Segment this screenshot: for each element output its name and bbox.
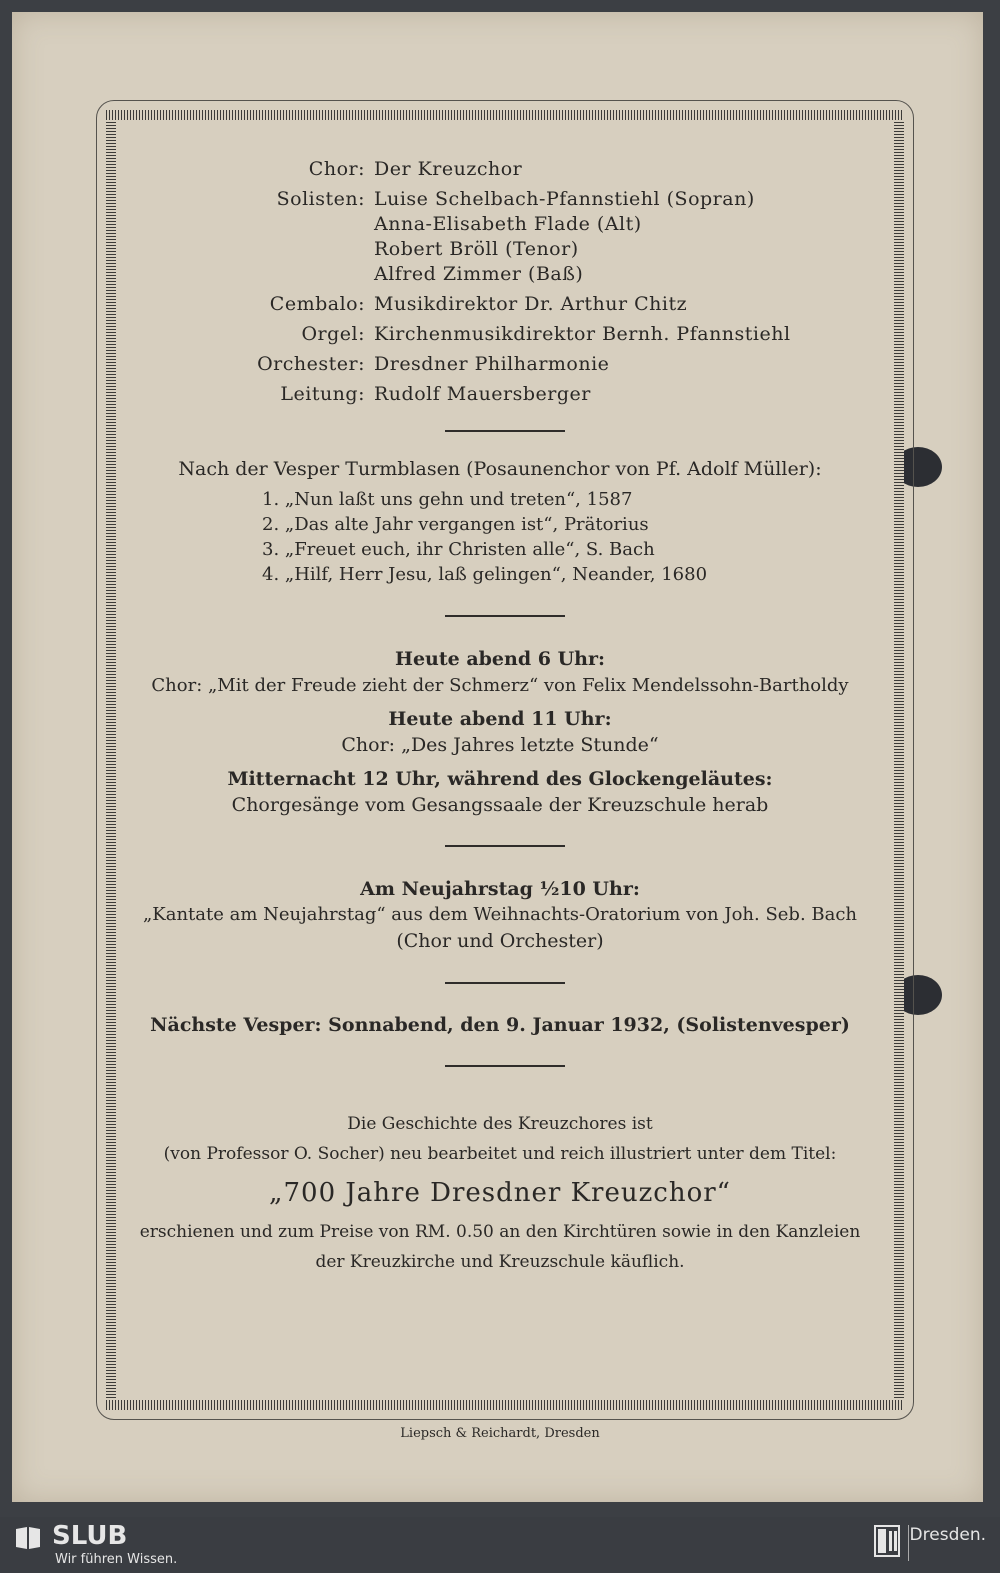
history-line: der Kreuzkirche und Kreuzschule käuflich. xyxy=(315,1252,685,1272)
printer-credit: Liepsch & Reichardt, Dresden xyxy=(400,1426,600,1441)
performer-value: Dresdner Philharmonie xyxy=(374,353,610,375)
next-vesper: Nächste Vesper: Sonnabend, den 9. Januar 1932, (Solistenvesper) xyxy=(150,1014,850,1036)
performer-value: Musikdirektor Dr. Arthur Chitz xyxy=(374,293,688,315)
divider-rule xyxy=(445,845,565,847)
divider-rule xyxy=(445,615,565,617)
history-line: erschienen und zum Preise von RM. 0.50 an den Kirchtüren sowie in den Kanzleien xyxy=(139,1222,861,1242)
slub-logo[interactable]: SLUB xyxy=(52,1521,128,1551)
performer-value: Kirchenmusikdirektor Bernh. Pfannstiehl xyxy=(374,323,791,345)
book-icon xyxy=(14,1525,42,1551)
evening-text-11: Chor: „Des Jahres letzte Stunde“ xyxy=(341,734,659,756)
performer-value: Alfred Zimmer (Baß) xyxy=(374,263,584,285)
performer-value: Anna-Elisabeth Flade (Alt) xyxy=(374,213,642,235)
divider-rule xyxy=(445,1065,565,1067)
performer-value: Rudolf Mauersberger xyxy=(374,383,591,405)
divider-rule xyxy=(445,430,565,432)
evening-heading-11: Heute abend 11 Uhr: xyxy=(388,708,612,730)
newyear-subtext: (Chor und Orchester) xyxy=(396,930,604,952)
performer-label: Cembalo: xyxy=(269,293,365,315)
turmblasen-heading: Nach der Vesper Turmblasen (Posaunenchor von Pf. Adolf Müller): xyxy=(178,458,822,480)
library-footer xyxy=(0,1517,1000,1573)
turmblasen-item: 1. „Nun laßt uns gehn und treten“, 1587 xyxy=(262,489,633,510)
midnight-heading: Mitternacht 12 Uhr, während des Glockengeläutes: xyxy=(227,768,773,790)
dresden-logo[interactable]: Dresden. xyxy=(909,1525,986,1545)
city-crest-icon xyxy=(874,1525,900,1557)
performer-label: Solisten: xyxy=(276,188,365,210)
evening-heading-6: Heute abend 6 Uhr: xyxy=(395,648,605,670)
newyear-text: „Kantate am Neujahrstag“ aus dem Weihnachts-Oratorium von Joh. Seb. Bach xyxy=(142,904,858,925)
history-line: (von Professor O. Socher) neu bearbeitet und reich illustriert unter dem Titel: xyxy=(163,1144,837,1164)
performer-value: Robert Bröll (Tenor) xyxy=(374,238,579,260)
slub-slogan: Wir führen Wissen. xyxy=(55,1552,178,1567)
book-title: „700 Jahre Dresdner Kreuzchor“ xyxy=(269,1178,731,1208)
newyear-heading: Am Neujahrstag ½10 Uhr: xyxy=(360,878,640,900)
performer-label: Chor: xyxy=(308,158,365,180)
midnight-text: Chorgesänge vom Gesangssaale der Kreuzschule herab xyxy=(231,794,769,816)
performer-label: Orgel: xyxy=(301,323,365,345)
history-line: Die Geschichte des Kreuzchores ist xyxy=(347,1114,653,1134)
performer-value: Luise Schelbach-Pfannstiehl (Sopran) xyxy=(374,188,755,210)
turmblasen-item: 2. „Das alte Jahr vergangen ist“, Prätorius xyxy=(262,514,649,535)
divider-rule xyxy=(445,982,565,984)
performer-label: Orchester: xyxy=(257,353,365,375)
performer-label: Leitung: xyxy=(280,383,365,405)
turmblasen-item: 3. „Freuet euch, ihr Christen alle“, S. Bach xyxy=(262,539,655,560)
evening-text-6: Chor: „Mit der Freude zieht der Schmerz“ von Felix Mendelssohn-Bartholdy xyxy=(151,675,849,696)
turmblasen-item: 4. „Hilf, Herr Jesu, laß gelingen“, Neander, 1680 xyxy=(262,564,708,585)
performer-value: Der Kreuzchor xyxy=(374,158,523,180)
